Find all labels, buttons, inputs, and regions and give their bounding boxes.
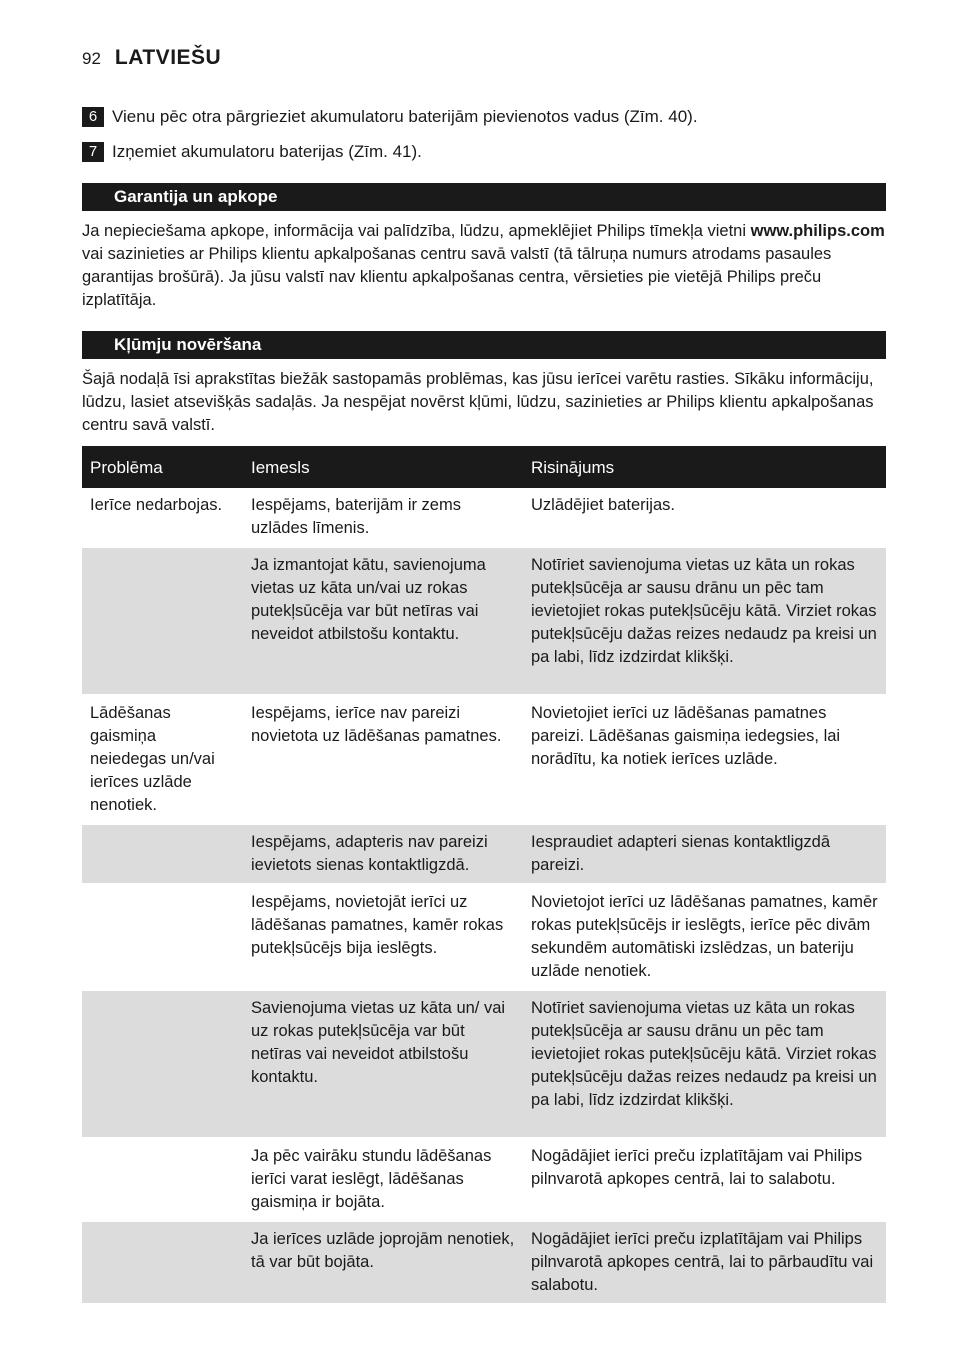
page-number: 92 — [82, 49, 101, 68]
problem-cell: Ierīce nedarbojas. — [90, 496, 223, 514]
cause-cell: Ja izmantojat kātu, savienojuma vietas uz kāta un/vai uz rokas putekļsūcēja var būt netīras vai neveidot atbilstošu kontaktu. — [243, 547, 523, 695]
step-text: Vienu pēc otra pārgrieziet akumulatoru baterijām pievienotos vadus (Zīm. 40). — [112, 107, 698, 126]
solution-cell: Novietojiet ierīci uz lādēšanas pamatnes pareizi. Lādēšanas gaismiņa iedegsies, lai norādītu, ka notiek ierīces uzlāde. — [523, 695, 886, 824]
solution-cell: Notīriet savienojuma vietas uz kāta un rokas putekļsūcēja ar sausu drānu un pēc tam ievietojiet rokas putekļsūcēju kātā. Virziet rokas putekļsūcēju dažas reizes nedaudz pa kreisi un pa labi, līdz izdzirdat klikšķi. — [523, 547, 886, 695]
step-text: Izņemiet akumulatoru baterijas (Zīm. 41). — [112, 142, 422, 161]
troubleshooting-table — [82, 446, 886, 1303]
cause-cell: Savienojuma vietas uz kāta un/ vai uz rokas putekļsūcēja var būt netīras vai neveidot atbilstošu kontaktu. — [243, 990, 523, 1138]
section-heading-troubleshooting: Kļūmju novēršana — [82, 331, 886, 359]
problem-cell — [82, 824, 243, 884]
page-language-title: LATVIEŠU — [114, 46, 222, 69]
table-row — [82, 884, 886, 990]
warranty-text-before: Ja nepieciešama apkope, informācija vai palīdzība, lūdzu, apmeklējiet Philips tīmekļa vietni — [82, 222, 751, 240]
table-row — [82, 695, 886, 824]
troubleshooting-intro: Šajā nodaļā īsi aprakstītas biežāk sastopamās problēmas, kas jūsu ierīcei varētu rasties. Sīkāku informāciju, lūdzu, lasiet atsevišķās sadaļās. Ja nespējat novērst kļūmi, lūdzu, sazinieties ar Philips klientu apkalpošanas centru savā valstī. — [82, 370, 874, 434]
cause-cell: Iespējams, baterijām ir zems uzlādes līmenis. — [251, 496, 461, 537]
section-heading-warranty: Garantija un apkope — [82, 183, 886, 211]
cause-cell: Ja pēc vairāku stundu lādēšanas ierīci varat ieslēgt, lādēšanas gaismiņa ir bojāta. — [243, 1138, 523, 1221]
solution-cell: Nogādājiet ierīci preču izplatītājam vai Philips pilnvarotā apkopes centrā, lai to salabotu. — [523, 1138, 886, 1221]
column-header-cause: Iemesls — [243, 446, 523, 488]
table-row — [82, 1138, 886, 1221]
column-header-solution: Risinājums — [523, 446, 886, 488]
warranty-paragraph — [82, 220, 888, 312]
column-header-problem: Problēma — [82, 446, 243, 488]
solution-cell: Notīriet savienojuma vietas uz kāta un rokas putekļsūcēja ar sausu drānu un pēc tam ievietojiet rokas putekļsūcēju kātā. Virziet rokas putekļsūcēju dažas reizes nedaudz pa kreisi un pa labi, līdz izdzirdat klikšķi. — [523, 990, 886, 1138]
cause-cell: Iespējams, novietojāt ierīci uz lādēšanas pamatnes, kamēr rokas putekļsūcējs bija ieslēgts. — [243, 884, 523, 990]
page-header — [82, 46, 221, 70]
problem-cell: Lādēšanas gaismiņa neiedegas un/vai ierīces uzlāde nenotiek. — [82, 695, 243, 824]
solution-cell: Nogādājiet ierīci preču izplatītājam vai Philips pilnvarotā apkopes centrā, lai to pārbaudītu vai salabotu. — [523, 1221, 886, 1303]
table-row — [82, 1221, 886, 1303]
step-item — [82, 107, 698, 127]
table-row — [82, 488, 886, 547]
cause-cell: Iespējams, adapteris nav pareizi ievietots sienas kontaktligzdā. — [243, 824, 523, 884]
warranty-text-after: vai sazinieties ar Philips klientu apkalpošanas centru savā valstī (tā tālruņa numurs atrodams pasaules garantijas brošūrā). Ja jūsu valstī nav klientu apkalpošanas centra, vērsieties pie vietējā Philips preču izplatītāja. — [82, 245, 832, 309]
cause-cell: Iespējams, ierīce nav pareizi novietota uz lādēšanas pamatnes. — [243, 695, 523, 824]
step-item — [82, 142, 422, 162]
table-header-row — [82, 446, 886, 488]
solution-cell: Uzlādējiet baterijas. — [531, 496, 675, 514]
step-number: 6 — [82, 107, 104, 127]
solution-cell: Novietojot ierīci uz lādēšanas pamatnes, kamēr rokas putekļsūcējs ir ieslēgts, ierīce pēc divām sekundēm automātiski izslēdzas, un bateriju uzlāde nenotiek. — [523, 884, 886, 990]
table-row — [82, 824, 886, 884]
table-row — [82, 547, 886, 695]
step-number: 7 — [82, 142, 104, 162]
solution-cell: Iespraudiet adapteri sienas kontaktligzdā pareizi. — [523, 824, 886, 884]
problem-cell — [82, 990, 243, 1138]
problem-cell — [82, 1221, 243, 1303]
cause-cell: Ja ierīces uzlāde joprojām nenotiek, tā var būt bojāta. — [243, 1221, 523, 1303]
philips-website-link[interactable]: www.philips.com — [750, 222, 885, 240]
problem-cell — [82, 547, 243, 695]
table-row — [82, 990, 886, 1138]
problem-cell — [82, 884, 243, 990]
problem-cell — [82, 1138, 243, 1221]
